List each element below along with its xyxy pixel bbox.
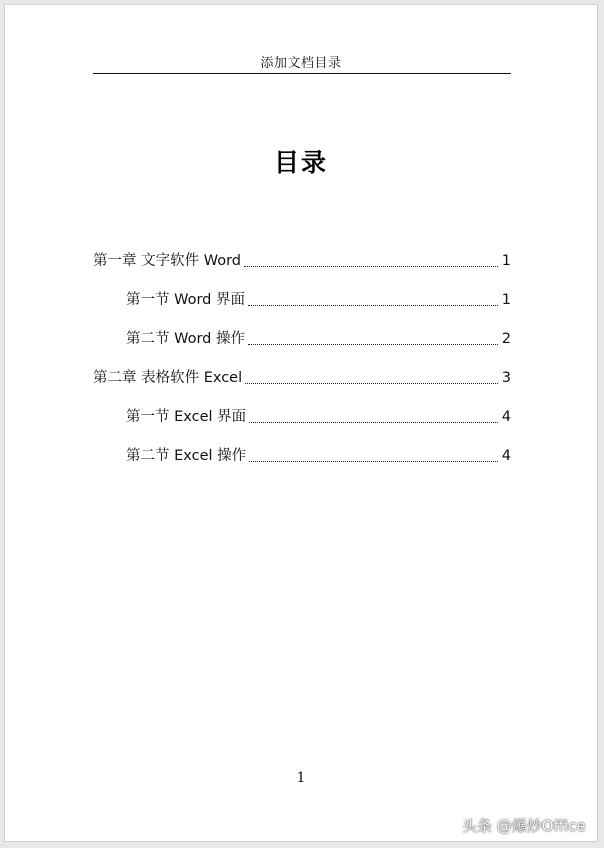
toc-entry[interactable] <box>93 280 511 319</box>
toc-entry-page: 4 <box>501 448 511 464</box>
toc-title: 目录 <box>273 148 328 177</box>
toc-entry-label: 第二节 Word 操作 <box>126 331 245 347</box>
toc-entry-page: 1 <box>501 253 511 269</box>
toc-leader-dots <box>248 305 498 306</box>
page-number: 1 <box>296 770 306 786</box>
toc-entry[interactable] <box>93 241 511 280</box>
toc-leader-dots <box>248 344 498 345</box>
toc-entry-label: 第二节 Excel 操作 <box>126 448 247 464</box>
toc-entry[interactable] <box>93 358 511 397</box>
document-page <box>4 4 598 842</box>
page-header: 添加文档目录 <box>260 56 342 71</box>
header-divider <box>93 73 511 74</box>
toc-entry[interactable] <box>93 319 511 358</box>
toc-leader-dots <box>249 422 498 423</box>
toc-entry-label: 第一节 Word 界面 <box>126 292 245 308</box>
toc-entry-page: 4 <box>501 409 511 425</box>
toc-leader-dots <box>245 383 498 384</box>
table-of-contents <box>93 241 511 475</box>
toc-entry-label: 第二章 表格软件 Excel <box>93 370 243 386</box>
toc-entry-label: 第一章 文字软件 Word <box>93 253 241 269</box>
toc-entry-page: 3 <box>501 370 511 386</box>
watermark: 头条 @爆炒Office <box>462 817 586 835</box>
toc-leader-dots <box>249 461 498 462</box>
toc-entry[interactable] <box>93 397 511 436</box>
toc-entry-page: 1 <box>501 292 511 308</box>
toc-entry[interactable] <box>93 436 511 475</box>
toc-entry-page: 2 <box>501 331 511 347</box>
toc-entry-label: 第一节 Excel 界面 <box>126 409 247 425</box>
toc-leader-dots <box>244 266 498 267</box>
